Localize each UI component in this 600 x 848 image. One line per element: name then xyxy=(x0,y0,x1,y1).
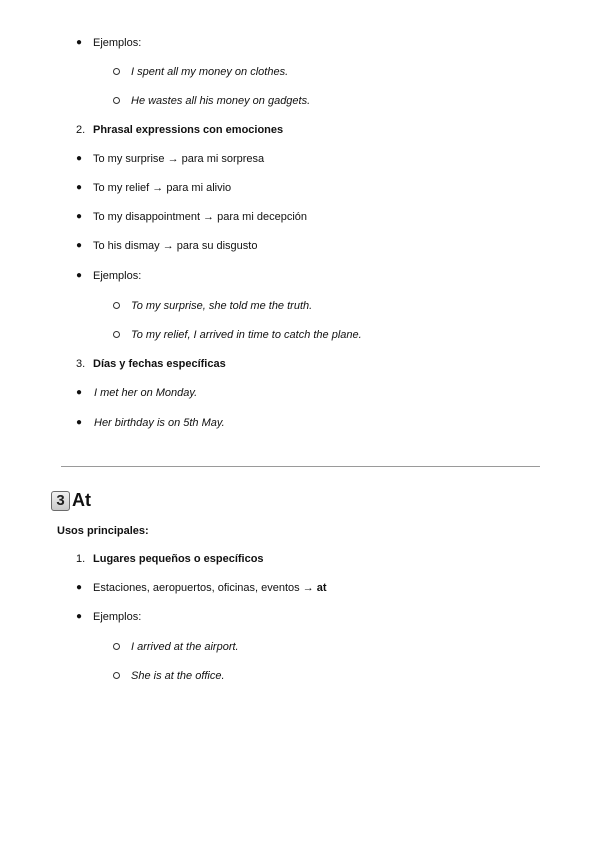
sub-bullet-circle xyxy=(113,643,120,650)
bullet-dot: ● xyxy=(76,240,83,251)
bullet-dot: ● xyxy=(76,270,83,281)
section-number-badge: 3 xyxy=(51,491,70,511)
sub-bullet-circle xyxy=(113,97,120,104)
list-item: To my disappointment → para mi decepción xyxy=(93,211,307,223)
list-item-text: Estaciones, aeropuertos, oficinas, eventos → xyxy=(93,582,317,594)
sub-bullet-circle xyxy=(113,331,120,338)
list-item xyxy=(93,581,327,595)
list-number: 2. xyxy=(76,124,86,136)
example-sentence: To my surprise, she told me the truth. xyxy=(131,300,313,312)
example-sentence: She is at the office. xyxy=(131,670,225,682)
example-sentence: I met her on Monday. xyxy=(94,387,198,399)
section-divider xyxy=(61,466,540,467)
list-number: 3. xyxy=(76,358,86,370)
ejemplos-label: Ejemplos: xyxy=(93,270,142,282)
list-item-keyword: at xyxy=(316,582,327,594)
list-item: To my relief → para mi alivio xyxy=(93,182,232,194)
bullet-dot: ● xyxy=(76,611,83,622)
ejemplos-label: Ejemplos: xyxy=(93,611,142,623)
bullet-dot: ● xyxy=(76,153,83,164)
example-sentence: He wastes all his money on gadgets. xyxy=(131,95,311,107)
list-item: To my surprise → para mi sorpresa xyxy=(93,153,265,165)
sub-bullet-circle xyxy=(113,302,120,309)
example-sentence: To my relief, I arrived in time to catch the plane. xyxy=(131,329,362,341)
list-item: To his dismay → para su disgusto xyxy=(93,240,258,252)
usos-principales-label: Usos principales: xyxy=(57,525,149,537)
list-item-title: Phrasal expressions con emociones xyxy=(93,124,284,136)
sub-bullet-circle xyxy=(113,672,120,679)
section-title: At xyxy=(72,490,91,510)
list-item-title: Lugares pequeños o específicos xyxy=(93,553,264,565)
example-sentence: I arrived at the airport. xyxy=(131,641,239,653)
bullet-dot: ● xyxy=(76,37,83,48)
list-item-title: Días y fechas específicas xyxy=(93,358,226,370)
bullet-dot: ● xyxy=(76,211,83,222)
bullet-dot: ● xyxy=(76,582,83,593)
example-sentence: Her birthday is on 5th May. xyxy=(94,417,225,429)
bullet-dot: ● xyxy=(76,417,83,428)
bullet-dot: ● xyxy=(76,182,83,193)
example-sentence: I spent all my money on clothes. xyxy=(131,66,289,78)
bullet-dot: ● xyxy=(76,387,83,398)
ejemplos-label: Ejemplos: xyxy=(93,37,142,49)
sub-bullet-circle xyxy=(113,68,120,75)
list-number: 1. xyxy=(76,553,86,565)
